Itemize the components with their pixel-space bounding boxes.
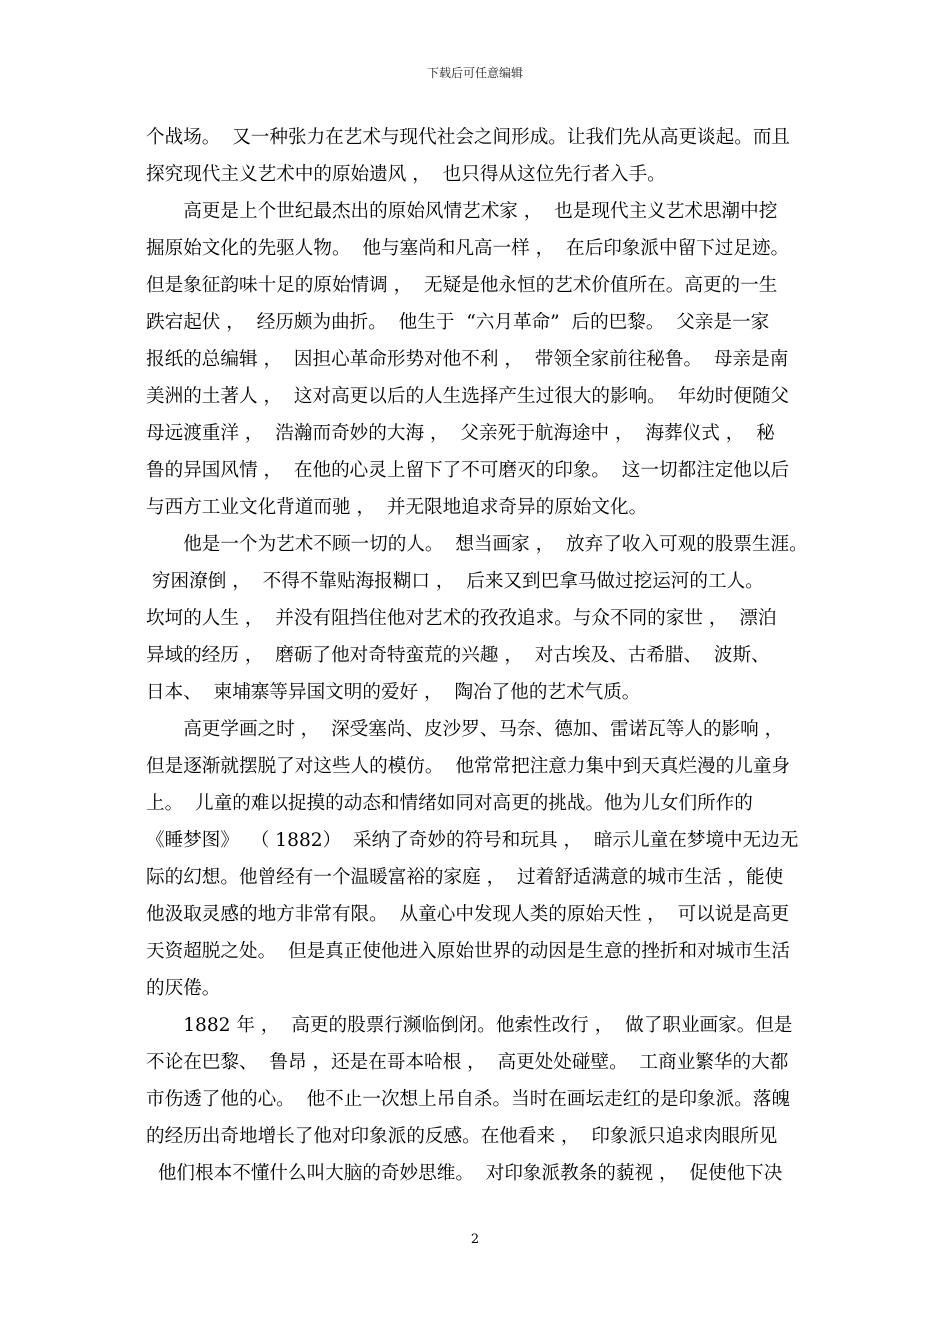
body-line: 探究现代主义艺术中的原始遗风 ， 也只得从这位先行者入手。 (146, 164, 666, 185)
body-line: 天资超脱之处。 但是真正使他进入原始世界的动因是生意的挫折和对城市生活 (146, 941, 791, 962)
body-line: 美洲的土著人 ， 这对高更以后的人生选择产生过很大的影响。 年幼时便随父 (146, 386, 790, 407)
body-line: 但是逐渐就摆脱了对这些人的模仿。 他常常把注意力集中到天真烂漫的儿童身 (146, 756, 791, 777)
body-line: 鲁的异国风情 ， 在他的心灵上留下了不可磨灭的印象。 这一切都注定他以后 (146, 460, 790, 481)
body-line: 日本、 柬埔寨等异国文明的爱好 ， 陶冶了他的艺术气质。 (146, 682, 641, 703)
body-line: 他是一个为艺术不顾一切的人。 想当画家 ， 放弃了收入可观的股票生涯。 (146, 534, 808, 555)
body-line: 与西方工业文化背道而驰 ， 并无限地追求奇异的原始文化。 (146, 497, 648, 518)
body-line: 的经历出奇地增长了他对印象派的反感。在他看来 ， 印象派只追求肉眼所见 (146, 1126, 778, 1147)
body-line: 跌宕起伏 ， 经历颇为曲折。 他生于 “六月革命” 后的巴黎。 父亲是一家 (146, 312, 770, 333)
body-line: 报纸的总编辑 ， 因担心革命形势对他不利 ， 带领全家前往秘鲁。 母亲是南 (146, 349, 789, 370)
page-number: 2 (470, 1232, 480, 1247)
page-header: 下载后可任意编辑 (426, 66, 523, 80)
document-body (146, 119, 814, 1192)
body-line: 个战场。 又一种张力在艺术与现代社会之间形成。让我们先从高更谈起。而且 (146, 127, 791, 148)
body-line: 市伤透了他的心。 他不止一次想上吊自杀。当时在画坛走红的是印象派。落魄 (146, 1089, 791, 1110)
body-line: 际的幻想。他曾经有一个温暖富裕的家庭 ， 过着舒适满意的城市生活 ，能使 (146, 867, 784, 888)
body-line: 上。 儿童的难以捉摸的动态和情绪如同对高更的挑战。他为儿女们所作的 (146, 793, 753, 814)
body-line: 不论在巴黎、 鲁昂 ，还是在哥本哈根 ， 高更处处碰壁。 工商业繁华的大都 (146, 1052, 789, 1073)
body-line: 坎坷的人生 ， 并没有阻挡住他对艺术的孜孜追求。与众不同的家世 ， 漂泊 (146, 608, 777, 629)
body-line: 的厌倦。 (146, 978, 221, 999)
body-line: 高更是上个世纪最杰出的原始风情艺术家 ， 也是现代主义艺术思潮中挖 (146, 201, 778, 222)
body-line: 但是象征韵味十足的原始情调 ， 无疑是他永恒的艺术价值所在。高更的一生 (146, 275, 778, 296)
body-line: 他们根本不懂什么叫大脑的奇妙思维。 对印象派教条的藐视 ， 促使他下决 (146, 1163, 783, 1184)
body-line: 掘原始文化的先驱人物。 他与塞尚和凡高一样 ， 在后印象派中留下过足迹。 (146, 238, 790, 259)
body-line: 母远渡重洋 ， 浩瀚而奇妙的大海 ， 父亲死于航海途中 ， 海葬仪式 ， 秘 (146, 423, 775, 444)
body-line: 异域的经历 ， 磨砺了他对奇特蛮荒的兴趣 ， 对古埃及、古希腊、 波斯、 (146, 645, 770, 666)
body-line: 1882 年 ， 高更的股票行濒临倒闭。他索性改行 ， 做了职业画家。但是 (146, 1015, 793, 1036)
body-line: 高更学画之时 ， 深受塞尚、皮沙罗、马奈、德加、雷诺瓦等人的影响 ， (146, 719, 784, 740)
body-line: 《睡梦图》 （ 1882） 采纳了奇妙的符号和玩具 ， 暗示儿童在梦境中无边无 (146, 830, 799, 851)
body-line: 他汲取灵感的地方非常有限。 从童心中发现人类的原始天性 ， 可以说是高更 (146, 904, 790, 925)
body-line: 穷困潦倒 ， 不得不靠贴海报糊口 ， 后来又到巴拿马做过挖运河的工人。 (146, 571, 764, 592)
